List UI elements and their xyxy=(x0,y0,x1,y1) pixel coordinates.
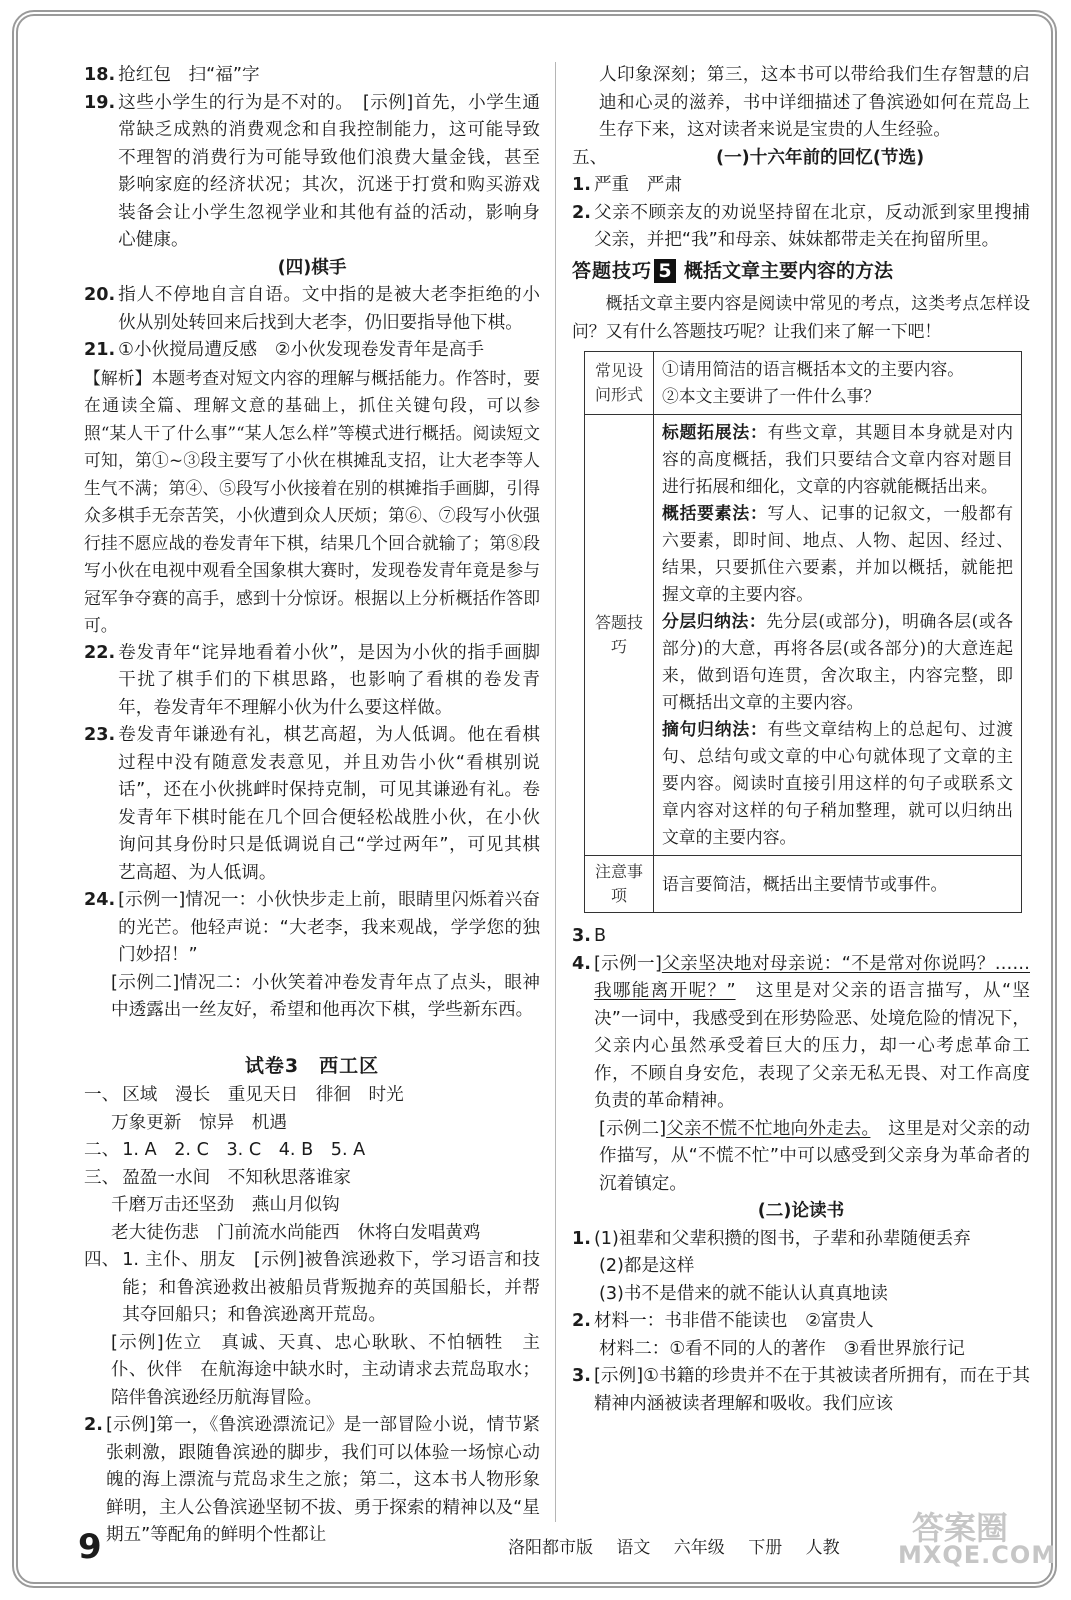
reading-answer-3: 3. [示例]①书籍的珍贵并不在于其被读者所拥有，而在于其精神内涵被读者理解和吸收。我们应该 xyxy=(572,1366,1030,1414)
tip-header xyxy=(572,258,1030,286)
method-1: 标题拓展法：有些文章，其题目本身就是对内容的高度概括，我们只要结合文章内容对题目进行拓展和细化，文章的内容就能概括出来。 xyxy=(662,422,1013,496)
row-head-skills: 答题技巧 xyxy=(585,415,654,856)
answer-24-example-2: [示例二]情况二：小伙笑着冲卷发青年点了点头，眼神中透露出一丝友好，希望和他再次下棋，学些新东西。 xyxy=(111,972,540,1020)
table-row xyxy=(585,415,1022,856)
section-2-title: (二)论读书 xyxy=(757,1201,845,1221)
part-1: 一、 区域 漫长 重见天日 徘徊 时光 xyxy=(84,1085,404,1105)
part-3-line-3: 老大徒伤悲 门前流水尚能西 休将白发唱黄鸡 xyxy=(111,1222,481,1243)
test-3-title: 试卷3 西工区 xyxy=(244,1054,380,1077)
reading-answer-1-3: (3)书不是借来的就不能认认真真地读 xyxy=(599,1283,888,1304)
method-3: 分层归纳法：先分层(或部分)，明确各层(或各部分)的大意，再将各层(或各部分)的大意连起来，做到语句连贯，舍次取主，内容完整，即可概括出文章的主要内容。 xyxy=(662,611,1013,712)
page-footer xyxy=(78,1509,1057,1569)
answer-19: 19. 这些小学生的行为是不对的。 [示例]首先，小学生通常缺乏成熟的消费观念和自我控制能力，这可能导致不理智的消费行为可能导致他们浪费大量金钱，甚至影响家庭的经济状况；其次，沉迷于打赏和购买游戏装备会让小学生忽视学业和其他有益的活动，影响身心健康。 xyxy=(84,92,540,250)
answer-4-example-2: [示例二]父亲不慌不忙地向外走去。 这里是对父亲的动作描写，从“不慌不忙”中可以感受到父亲身为革命者的沉着镇定。 xyxy=(599,1118,1030,1194)
reading-answer-2-b: 材料二：①看不同的人的著作 ③看世界旅行记 xyxy=(599,1338,965,1359)
row-skills xyxy=(654,415,1022,856)
footer-info: 洛阳都市版 语文 六年级 下册 人教 xyxy=(508,1538,840,1558)
column-divider xyxy=(555,62,556,1522)
answer-23: 23. 卷发青年谦逊有礼，棋艺高超，为人低调。他在看棋过程中没有随意发表意见，并且劝告小伙“看棋别说话”，还在小伙挑衅时保持克制，可见其谦逊有礼。卷发青年下棋时能在几个回合便轻松战胜小伙，在小伙询问其身份时只是低调说自己“学过两年”，可见其棋艺高超、为人低调。 xyxy=(84,725,540,883)
row-head-notes: 注意事项 xyxy=(585,856,654,913)
answer-1: 1. 严重 严肃 xyxy=(572,175,682,195)
reading-answer-1-2: (2)都是这样 xyxy=(599,1256,695,1276)
part-2: 二、 1. A 2. C 3. C 4. B 5. A xyxy=(84,1140,366,1160)
part-4-example: [示例]佐立 真诚、天真、忠心耿耿、不怕牺牲 主仆、伙伴 在航海途中缺水时，主动请求去荒岛取水；陪伴鲁滨逊经历航海冒险。 xyxy=(111,1332,540,1408)
row-questions xyxy=(654,352,1022,415)
row-notes: 语言要简洁，概括出主要情节或事件。 xyxy=(654,856,1022,913)
part-3-line-2: 千磨万击还坚劲 燕山月似钩 xyxy=(111,1195,340,1215)
reading-answer-2: 2. 材料一：书非借不能读也 ②富贵人 xyxy=(572,1311,874,1331)
right-column xyxy=(572,62,1030,1418)
answer-22: 22. 卷发青年“诧异地看着小伙”，是因为小伙的指手画脚干扰了棋手们的下棋思路，也影响了看棋的卷发青年，卷发青年不理解小伙为什么要这样做。 xyxy=(84,642,540,718)
answer-2: 2. 父亲不顾亲友的劝说坚持留在北京，反动派到家里搜捕父亲，并把“我”和母亲、妹妹都带走关在拘留所里。 xyxy=(572,202,1030,250)
answer-21: 21. ①小伙搅局遭反感 ②小伙发现卷发青年是高手 xyxy=(84,340,485,360)
left-column xyxy=(84,62,540,1550)
page-number: 9 xyxy=(78,1527,102,1567)
answer-21-analysis: 【解析】本题考查对短文内容的理解与概括能力。作答时，要在通读全篇、理解文意的基础上，抓住关键句段，可以参照“某人干了什么事”“某人怎么样”等模式进行概括。阅读短文可知，第①~③段主要写了小伙在棋摊乱支招，让大老李等人生气不满；第④、⑤段写小伙接着在别的棋摊指手画脚，引得众多棋手无奈苦笑，小伙遭到众人厌烦；第⑥、⑦段写小伙强行挂不愿应战的卷发青年下棋，结果几个回合就输了；第⑧段写小伙在电视中观看全国象棋大赛时，发现卷发青年竟是参与冠军争夺赛的高手，感到十分惊讶。根据以上分析概括作答即可。 xyxy=(84,367,540,635)
answer-3: 3. B xyxy=(572,926,607,946)
row-head-questions: 常见设问形式 xyxy=(585,352,654,415)
table-row xyxy=(585,856,1022,913)
part-3: 三、 盈盈一水间 不知秋思落谁家 xyxy=(84,1167,351,1188)
tip-number-badge: 5 xyxy=(654,259,676,283)
part-1-cont: 万象更新 惊异 机遇 xyxy=(111,1112,287,1133)
answer-18: 18. 抢红包 扫“福”字 xyxy=(84,65,260,85)
part-5: 五、 (一)十六年前的回忆(节选) xyxy=(572,147,925,168)
answer-4: 4. [示例一]父亲坚决地对母亲说：“不是常对你说吗？……我哪能离开呢？” 这里是对父亲的语言描写，从“坚决”一词中，我感受到在形势险恶、处境危险的情况下，父亲内心虽然承受着巨大的压力，却一心考虑革命工作，不顾自身安危，表现了父亲无私无畏、对工作高度负责的革命精神。 xyxy=(572,953,1030,1111)
table-row xyxy=(585,352,1022,415)
method-4: 摘句归纳法：有些文章结构上的总起句、过渡句、总结句或文章的中心句就体现了文章的主要内容。阅读时直接引用这样的句子或联系文章内容对这样的句子稍加整理，就可以归纳出文章的主要内容。 xyxy=(662,719,1013,847)
tip-intro: 概括文章主要内容是阅读中常见的考点，这类考点怎样设问？又有什么答题技巧呢？让我们来了解一下吧！ xyxy=(572,293,1030,341)
tip-table xyxy=(584,351,1022,913)
answer-20: 20. 指人不停地自言自语。文中指的是被大老李拒绝的小伙从别处转回来后找到大老李，仍旧要指导他下棋。 xyxy=(84,285,540,333)
tip-label: 答题技巧 xyxy=(572,259,653,282)
answer-24: 24. [示例一]情况一：小伙快步走上前，眼睛里闪烁着兴奋的光芒。他轻声说：“大老李，我来观战，学学您的独门妙招！” xyxy=(84,890,540,965)
question-form-2: ②本文主要讲了一件什么事？ xyxy=(662,386,881,406)
underlined-quote: 父亲不慌不忙地向外走去。 xyxy=(666,1118,871,1139)
method-2: 概括要素法：写人、记事的记叙文，一般都有六要素，即时间、地点、人物、起因、经过、结果，只要抓住六要素，并加以概括，就能把握文章的主要内容。 xyxy=(662,503,1013,604)
watermark-site: MXQE.COM xyxy=(898,1541,1057,1569)
question-form-1: ①请用简洁的语言概括本文的主要内容。 xyxy=(662,359,965,379)
tip-title: 概括文章主要内容的方法 xyxy=(684,259,894,282)
reading-answer-1: 1. (1)祖辈和父辈积攒的图书，子辈和孙辈随便丢弃 xyxy=(572,1228,971,1249)
watermark-text: 答案圈 xyxy=(912,1509,1009,1547)
section-4-title: (四)棋手 xyxy=(277,257,347,278)
continued-text: 人印象深刻；第三，这本书可以带给我们生存智慧的启迪和心灵的滋养，书中详细描述了鲁滨逊如何在荒岛上生存下来，这对读者来说是宝贵的人生经验。 xyxy=(599,65,1030,140)
watermark-logo xyxy=(888,1501,1057,1573)
underlined-quote: 父亲坚决地对母亲说：“不是常对你说吗？……我哪能离开呢？” xyxy=(593,953,1030,1001)
part-4-q2: 2. [示例]第一，《鲁滨逊漂流记》是一部冒险小说，情节紧张刺激，跟随鲁滨逊的脚步，我们可以体验一场惊心动魄的海上漂流与荒岛求生之旅；第二，这本书人物形象鲜明，主人公鲁滨逊坚韧不拔、勇于探索的精神以及“星期五”等配角的鲜明个性都让 xyxy=(84,1415,540,1545)
part-4: 四、 1. 主仆、朋友 [示例]被鲁滨逊救下，学习语言和技能；和鲁滨逊救出被船员背叛抛弃的英国船长，并帮其夺回船只；和鲁滨逊离开荒岛。 xyxy=(84,1250,540,1325)
